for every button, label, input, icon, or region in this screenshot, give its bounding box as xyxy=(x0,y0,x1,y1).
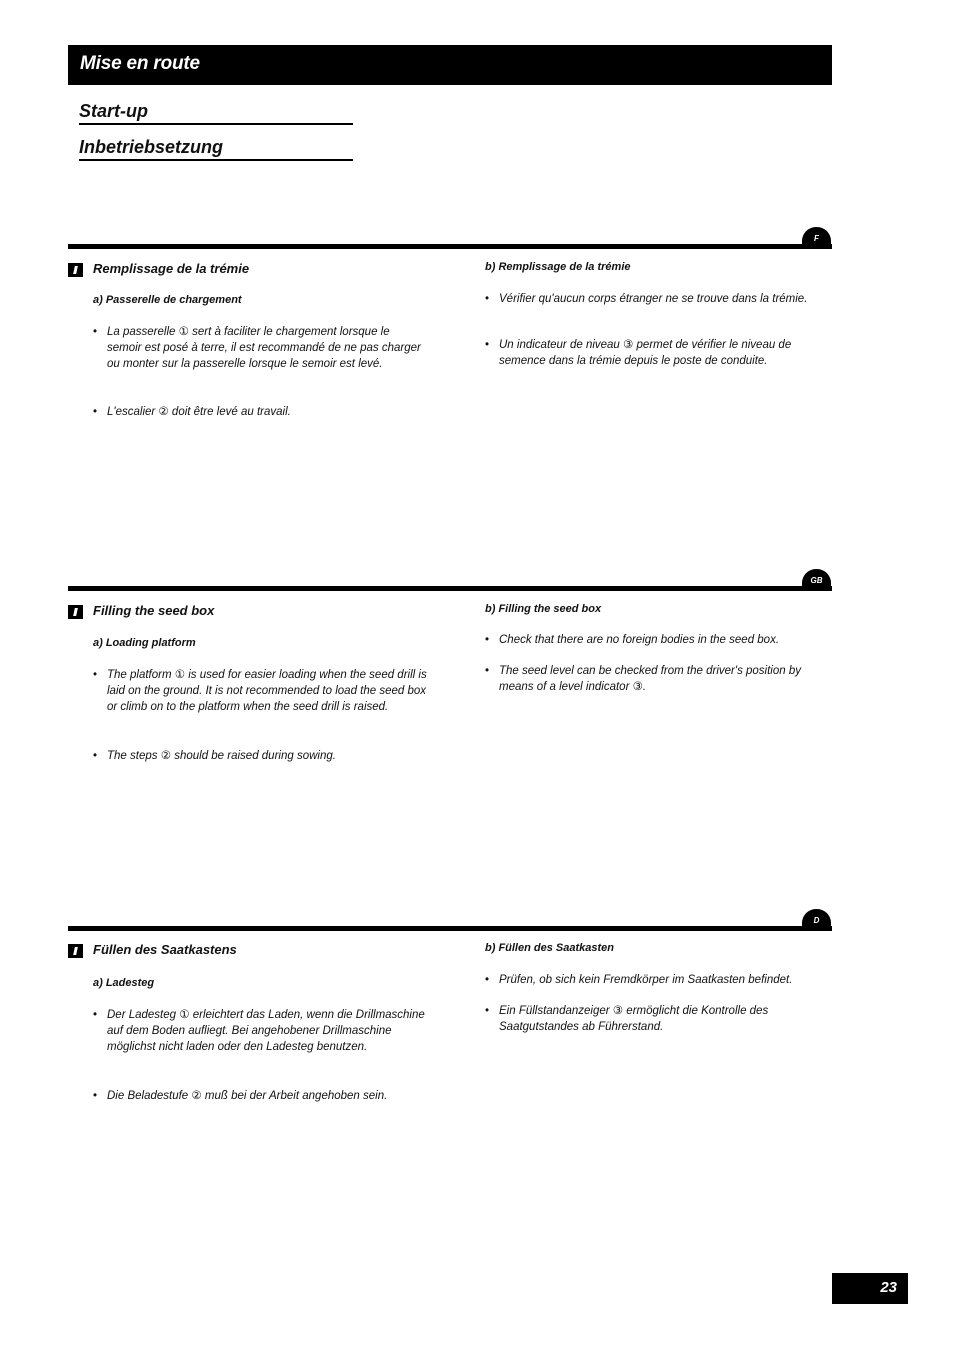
subsection-a-title: a) Loading platform xyxy=(93,637,196,649)
subsection-a-title: a) Passerelle de chargement xyxy=(93,294,242,306)
section-german xyxy=(0,909,954,1209)
bullet-item: • Ein Füllstandanzeiger ③ ermöglicht die Kontrolle des Saatgutstandes ab Führerstand. xyxy=(485,1003,824,1035)
bullet-item: • The steps ② should be raised during sowing. xyxy=(93,748,427,764)
section-title: Remplissage de la trémie xyxy=(93,261,250,276)
language-badge-d: D xyxy=(802,909,831,931)
page-number: 23 xyxy=(880,1279,897,1296)
bullet-item: • Prüfen, ob sich kein Fremdkörper im Saatkasten befindet. xyxy=(485,972,824,988)
subtitle-english: Start-up xyxy=(79,100,353,125)
section-title: Füllen des Saatkastens xyxy=(93,942,237,957)
section-marker-icon xyxy=(68,263,83,277)
bullet-item: • Vérifier qu'aucun corps étranger ne se trouve dans la trémie. xyxy=(485,291,824,307)
section-english xyxy=(0,569,954,869)
bullet-item: • Die Beladestufe ② muß bei der Arbeit angehoben sein. xyxy=(93,1088,427,1104)
subsection-a-title: a) Ladesteg xyxy=(93,977,155,989)
language-badge-f: F xyxy=(802,227,831,249)
bullet-item: • Un indicateur de niveau ③ permet de vérifier le niveau de semence dans la trémie depuis le poste de conduite. xyxy=(485,337,824,369)
bullet-item: • Check that there are no foreign bodies in the seed box. xyxy=(485,632,824,648)
bullet-item: • L'escalier ② doit être levé au travail. xyxy=(93,404,427,420)
page-number-box xyxy=(832,1273,908,1304)
bullet-item: • La passerelle ① sert à faciliter le chargement lorsque le semoir est posé à terre, il est recommandé de ne pas charger ou monter sur la passerelle lorsque le semoir est levé. xyxy=(93,324,427,372)
subsection-b-title: b) Remplissage de la trémie xyxy=(485,261,631,273)
bullet-item: • The seed level can be checked from the driver's position by means of a level indicator ③. xyxy=(485,663,824,695)
chapter-header-bar xyxy=(68,45,832,85)
subsection-b-title: b) Füllen des Saatkasten xyxy=(485,942,614,954)
section-marker-icon xyxy=(68,605,83,619)
section-marker-icon xyxy=(68,944,83,958)
subsection-b-title: b) Filling the seed box xyxy=(485,603,602,615)
bullet-item: • The platform ① is used for easier loading when the seed drill is laid on the ground. It is not recommended to load the seed box or climb on to the platform when the seed drill is raised. xyxy=(93,667,427,715)
language-badge-gb: GB xyxy=(802,569,831,591)
section-rule xyxy=(68,926,832,931)
section-rule xyxy=(68,244,832,249)
section-title: Filling the seed box xyxy=(93,603,215,618)
chapter-title: Mise en route xyxy=(80,53,200,74)
subtitle-german: Inbetriebsetzung xyxy=(79,136,353,161)
section-rule xyxy=(68,586,832,591)
bullet-item: • Der Ladesteg ① erleichtert das Laden, wenn die Drillmaschine auf dem Boden aufliegt. Bei angehobener Drillmaschine möglichst nicht laden oder den Ladesteg benutzen. xyxy=(93,1007,427,1055)
section-french xyxy=(0,227,954,527)
